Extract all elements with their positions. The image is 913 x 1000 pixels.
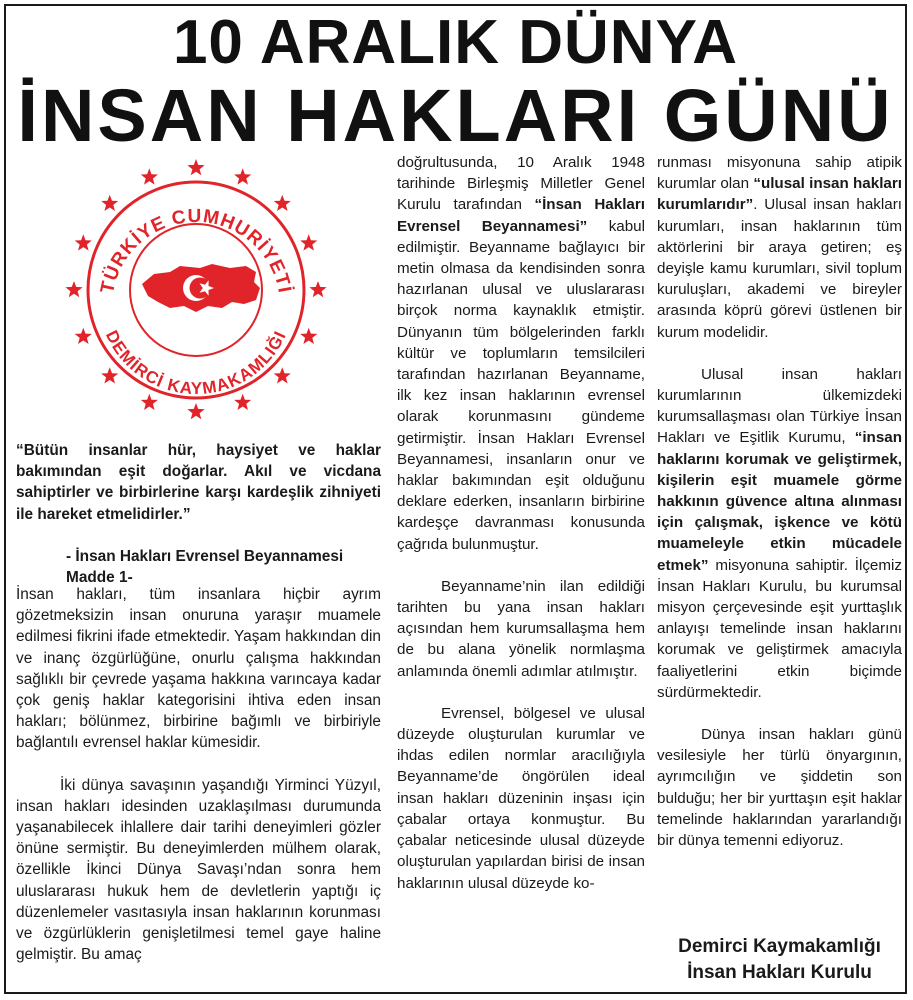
col3-p2-text-c: misyonuna sahiptir. İlçemiz İnsan Hakları Kurulu, bu kurumsal misyon çerçevesinde eşit yurttaşlık anlayışı temelinde insan haklarını korumak ve geliştirmek amacıyla faaliyetlerini etkin biçimde sürdürmektedir. — [657, 556, 902, 701]
seal-star-icon — [141, 394, 158, 410]
kaymakamlik-seal-logo — [62, 156, 330, 424]
seal-star-icon — [75, 234, 92, 250]
col1-paragraph-2: İki dünya savaşının yaşandığı Yirminci Yüzyıl, insan hakları idesinden uzaklaşılması durumunda yaşanabilecek ihlallere dair tarihi deneyimleri gözler önüne sermiştir. Bu deneyimlerden mülhem olarak, özellikle İkinci Dünya Savaşı’ndan sonra hem uluslararası hukuk hem de devletlerin yaptığı iç düzenlemeler vasıtasıyla insan haklarının korunması ve özgürlüklerin genişletilmesi temel gaye haline gelmiştir. Bu amaç — [16, 776, 381, 964]
seal-star-icon — [274, 195, 291, 211]
headline-line-1: 10 ARALIK DÜNYA — [172, 8, 739, 77]
col2-p1-text-c: kabul edilmiştir. Beyanname bağlayıcı bir metin olmasa da kendisinden sonra hazırlanan ulusal ve uluslararası birçok norma kaynaklık etmiştir. Dünyanın tüm bölgelerinden farklı kültür ve toplumların temsilcileri tarafından hazırlanan Beyanname, ilk kez insan haklarının evrensel olarak korunmasını gündeme getirmiştir. İnsan Hakları Evrensel Beyannamesi, insanların onur ve haklar bakımından eşit olduğunu deklare ederken, insanların birbirine kardeşçe davranması konusunda çağrıda bulunmuştur. — [397, 217, 645, 553]
seal-star-icon — [300, 328, 317, 344]
headline-line-2: İNSAN HAKLARI GÜNÜ — [17, 74, 894, 157]
column-2 — [397, 152, 645, 894]
declaration-quote: “Bütün insanlar hür, haysiyet ve haklar bakımından eşit doğarlar. Akıl ve vicdana sahiptirler ve birbirlerine karşı kardeşlik zihniyeti ile hareket etmelidirler.” — [16, 442, 381, 523]
col2-paragraph-2: Beyanname’nin ilan edildiği tarihten bu yana insan hakları açısından hem kurumsallaşma hem de bu alana yönelik normlaşma anlamında önemli adımlar atılmıştır. — [397, 577, 645, 680]
col3-p1-text-c: . Ulusal insan hakları kurumları, insan haklarının tüm aktörlerini bir araya getiren; eş deyişle kamu kurumları, sivil toplum kuruluşları, akademi ve bireyler arasında köprü görevi üstlenen bir kurum modelidir. — [657, 196, 902, 341]
seal-star-icon — [187, 403, 204, 419]
col3-paragraph-1 — [657, 152, 902, 343]
seal-star-icon — [101, 367, 118, 383]
col2-paragraph-3: Evrensel, bölgesel ve ulusal düzeyde oluşturulan kurumlar ve ihdas edilen normlar aracılığıyla Beyanname’de öngörülen ideal insan hakları düzeninin inşası için çabalar ortaya konmuştur. Bu çabalar neticesinde ulusal düzeyde oluşturulan yapılardan birisi de insan haklarının ulusal düzeyde ko- — [397, 704, 645, 892]
seal-star-icon — [101, 195, 118, 211]
col1-paragraph-1: İnsan hakları, tüm insanlara hiçbir ayrım gözetmeksizin insan onuruna yaraşır muamele edilmesi fikrini ifade etmektedir. Yaşam hakkından din ve inanç özgürlüğüne, onurlu çalışma hakkından sağlıklı bir çevrede yaşama hakkına varıncaya kadar çok geniş haklar kategorisini ihtiva eden insan hakları; bölünmez, birbirine bağımlı ve birbiriyle bağlantılı evrensel haklar kümesidir. — [16, 586, 381, 752]
seal-star-icon — [309, 281, 326, 297]
seal-top-text: TÜRKİYE CUMHURİYETİ — [96, 205, 295, 296]
col3-p2-text-a: Ulusal insan hakları kurumlarının ülkemizdeki kurumsallaşması olan Türkiye İnsan Hakları ve Eşitlik Kurumu, — [657, 365, 902, 447]
col3-p1-text-a: runması misyonuna sahip atipik kurumlar olan — [657, 154, 902, 193]
col3-institutions-name: “ulusal insan hakları kurumlarıdır” — [657, 175, 902, 214]
seal-star-icon — [234, 168, 251, 184]
seal-star-icon — [65, 281, 82, 297]
quote-source-line-1: - İnsan Hakları Evrensel Beyannamesi — [66, 548, 344, 565]
signature-block — [657, 934, 902, 986]
seal-star-icon — [300, 234, 317, 250]
seal-star-icon — [274, 367, 291, 383]
signature-line-2: İnsan Hakları Kurulu — [687, 962, 872, 983]
quote-source-line-2: Madde 1- — [66, 569, 133, 587]
col2-paragraph-1 — [397, 152, 645, 555]
seal-star-icon — [187, 159, 204, 175]
article-frame — [4, 4, 907, 994]
col3-paragraph-3: Dünya insan hakları günü vesilesiyle her türlü önyargının, ayrımcılığın ve şiddetin son bulduğu; her bir yurttaşın eşit haklar temelinde haklarından yararlandığı bir dünya temenni ediyoruz. — [657, 726, 902, 850]
col2-declaration-name: “İnsan Hakları Evrensel Beyannamesi” — [397, 196, 645, 235]
col3-mission-quote: “insan haklarını korumak ve geliştirmek, kişilerin eşit muamele görme hakkının güvence altına alınması için çalışmak, işkence ve kötü muameleyle etkin mücadele etmek” — [657, 429, 902, 574]
signature-line-1: Demirci Kaymakamlığı — [678, 936, 881, 957]
seal-star-icon — [75, 328, 92, 344]
seal-bottom-text: DEMİRCİ KAYMAKAMLIĞI — [101, 327, 290, 399]
col3-paragraph-2 — [657, 364, 902, 703]
col2-p1-text-a: doğrultusunda, 10 Aralık 1948 tarihinde Birleşmiş Milletler Genel Kurulu tarafından — [397, 154, 645, 214]
quote-source — [66, 546, 386, 588]
column-1 — [16, 584, 381, 965]
column-3 — [657, 152, 902, 851]
seal-star-icon — [141, 168, 158, 184]
seal-star-icon — [234, 394, 251, 410]
